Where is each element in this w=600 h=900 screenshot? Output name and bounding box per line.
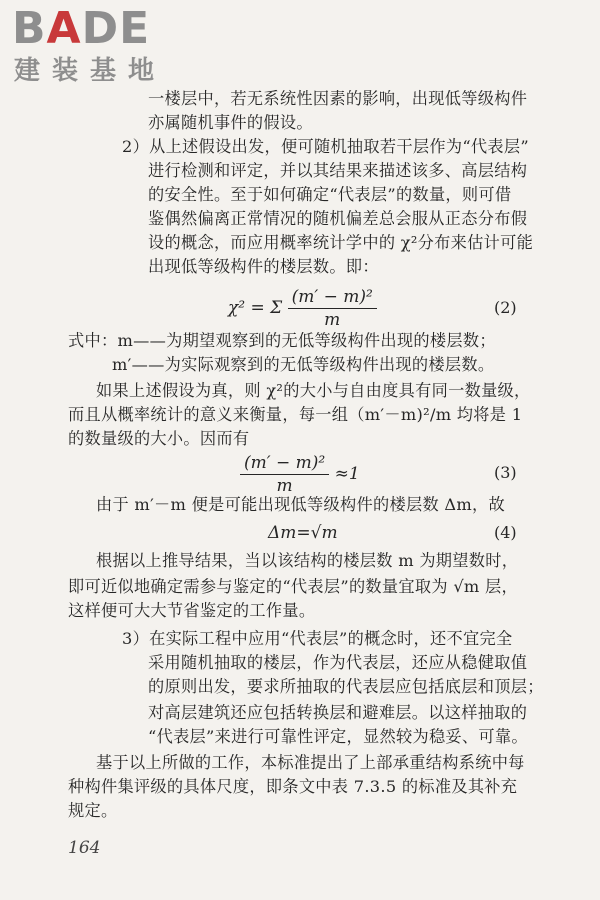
equation-4: Δm=√m (268, 523, 338, 543)
text-line: 亦属随机事件的假设。 (148, 113, 313, 132)
equation-2: χ² = Σ $\frac{\text{(m′ − m)²}}{m}$ (228, 286, 377, 331)
equation-3: $\frac{\text{(m′ − m)²}}{m}$ ≈1 (240, 452, 360, 497)
text-line: 种构件集评级的具体尺度，即条文中表 7.3.5 的标准及其补充 (68, 777, 518, 796)
text-line: 采用随机抽取的楼层，作为代表层，还应从稳健取值 (148, 653, 528, 672)
text-line: 规定。 (68, 801, 118, 820)
equation-number-2: (2) (494, 298, 517, 317)
text-line: 而且从概率统计的意义来衡量，每一组（m′－m)²/m 均将是 1 (68, 405, 523, 424)
text-line: 根据以上推导结果，当以该结构的楼层数 m 为期望数时， (96, 551, 519, 570)
text-line: 进行检测和评定，并以其结果来描述该多、高层结构 (148, 161, 528, 180)
text-line: 由于 m′－m 便是可能出现低等级构件的楼层数 Δm，故 (96, 495, 505, 514)
text-line: 对高层建筑还应包括转换层和避难层。以这样抽取的 (148, 703, 528, 722)
equation-number-3: (3) (494, 463, 517, 482)
text-line: 一楼层中，若无系统性因素的影响，出现低等级构件 (148, 89, 528, 108)
logo-wordmark: BADE (12, 3, 151, 54)
text-line: 出现低等级构件的楼层数。即： (148, 257, 379, 276)
text-line: 这样便可大大节省鉴定的工作量。 (68, 601, 316, 620)
text-line: m′——为实际观察到的无低等级构件出现的楼层数。 (112, 355, 495, 374)
text-line: 的安全性。至于如何确定“代表层”的数量，则可借 (148, 185, 512, 204)
text-line: 式中：m——为期望观察到的无低等级构件出现的楼层数； (68, 331, 496, 350)
text-line: 设的概念，而应用概率统计学中的 χ²分布来估计可能 (148, 233, 534, 252)
text-line: 如果上述假设为真，则 χ²的大小与自由度具有同一数量级， (96, 381, 531, 400)
equation-number-4: (4) (494, 523, 517, 542)
text-line: 即可近似地确定需参与鉴定的“代表层”的数量宜取为 √m 层， (68, 577, 519, 596)
page-number: 164 (68, 838, 101, 858)
text-line: 鉴偶然偏离正常情况的随机偏差总会服从正态分布假 (148, 209, 528, 228)
text-line: 的数量级的大小。因而有 (68, 429, 250, 448)
text-line: “代表层”来进行可靠性评定，显然较为稳妥、可靠。 (148, 727, 528, 746)
list-item-2: 2）从上述假设出发，便可随机抽取若干层作为“代表层” (122, 137, 529, 156)
logo-subtitle: 建装基地 (14, 56, 167, 86)
text-line: 的原则出发，要求所抽取的代表层应包括底层和顶层； (148, 677, 544, 696)
text-line: 基于以上所做的工作，本标准提出了上部承重结构系统中每 (96, 753, 525, 772)
list-item-3: 3）在实际工程中应用“代表层”的概念时，还不宜完全 (122, 629, 513, 648)
